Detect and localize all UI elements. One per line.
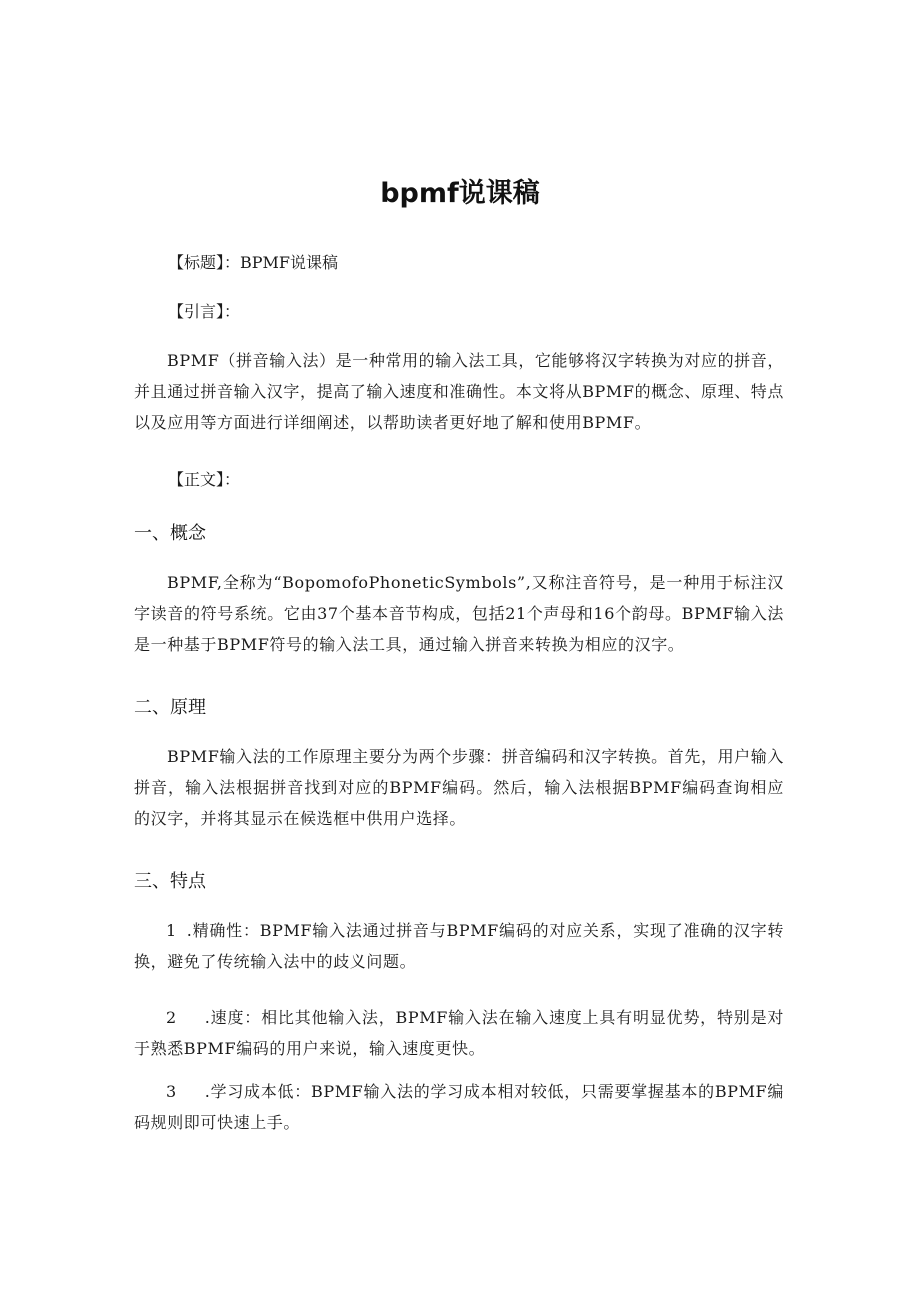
section-paragraph-concept: BPMF,全称为“BopomofoPhoneticSymbols”,又称注音符号，是一种用于标注汉字读音的符号系统。它由37个基本音节构成，包括21个声母和16个韵母。BPMF输入法是一种基于BPMF符号的输入法工具，通过输入拼音来转换为相应的汉字。 bbox=[134, 573, 784, 654]
body-label: 【正文】： bbox=[168, 470, 241, 489]
intro-paragraph: BPMF（拼音输入法）是一种常用的输入法工具，它能够将汉字转换为对应的拼音，并且通过拼音输入汉字，提高了输入速度和准确性。本文将从BPMF的概念、原理、特点以及应用等方面进行详细阐述，以帮助读者更好地了解和使用BPMF。 bbox=[134, 351, 785, 432]
feature-item-text: .精确性：BPMF输入法通过拼音与BPMF编码的对应关系，实现了准确的汉字转换，避免了传统输入法中的歧义问题。 bbox=[134, 921, 784, 971]
feature-item-number: 3 bbox=[166, 1082, 177, 1101]
feature-item bbox=[134, 915, 784, 977]
feature-item-number: 2 bbox=[166, 1008, 177, 1027]
meta-title: 【标题】：BPMF说课稿 bbox=[168, 253, 339, 272]
feature-item-number: 1 bbox=[166, 921, 177, 940]
section-heading-concept: 一、概念 bbox=[134, 523, 206, 544]
section-heading-features: 三、特点 bbox=[134, 871, 206, 892]
section-heading-principle: 二、原理 bbox=[134, 697, 206, 718]
intro-label: 【引言】： bbox=[168, 302, 241, 321]
feature-item-text: .学习成本低：BPMF输入法的学习成本相对较低，只需要掌握基本的BPMF编码规则即可快速上手。 bbox=[134, 1082, 784, 1132]
feature-item bbox=[134, 1076, 784, 1138]
document-title: bpmf说课稿 bbox=[380, 178, 540, 209]
feature-item-text: .速度：相比其他输入法，BPMF输入法在输入速度上具有明显优势，特别是对于熟悉BPMF编码的用户来说，输入速度更快。 bbox=[134, 1008, 784, 1058]
section-paragraph-principle: BPMF输入法的工作原理主要分为两个步骤：拼音编码和汉字转换。首先，用户输入拼音，输入法根据拼音找到对应的BPMF编码。然后，输入法根据BPMF编码查询相应的汉字，并将其显示在候选框中供用户选择。 bbox=[134, 747, 784, 828]
feature-item bbox=[134, 1002, 784, 1064]
